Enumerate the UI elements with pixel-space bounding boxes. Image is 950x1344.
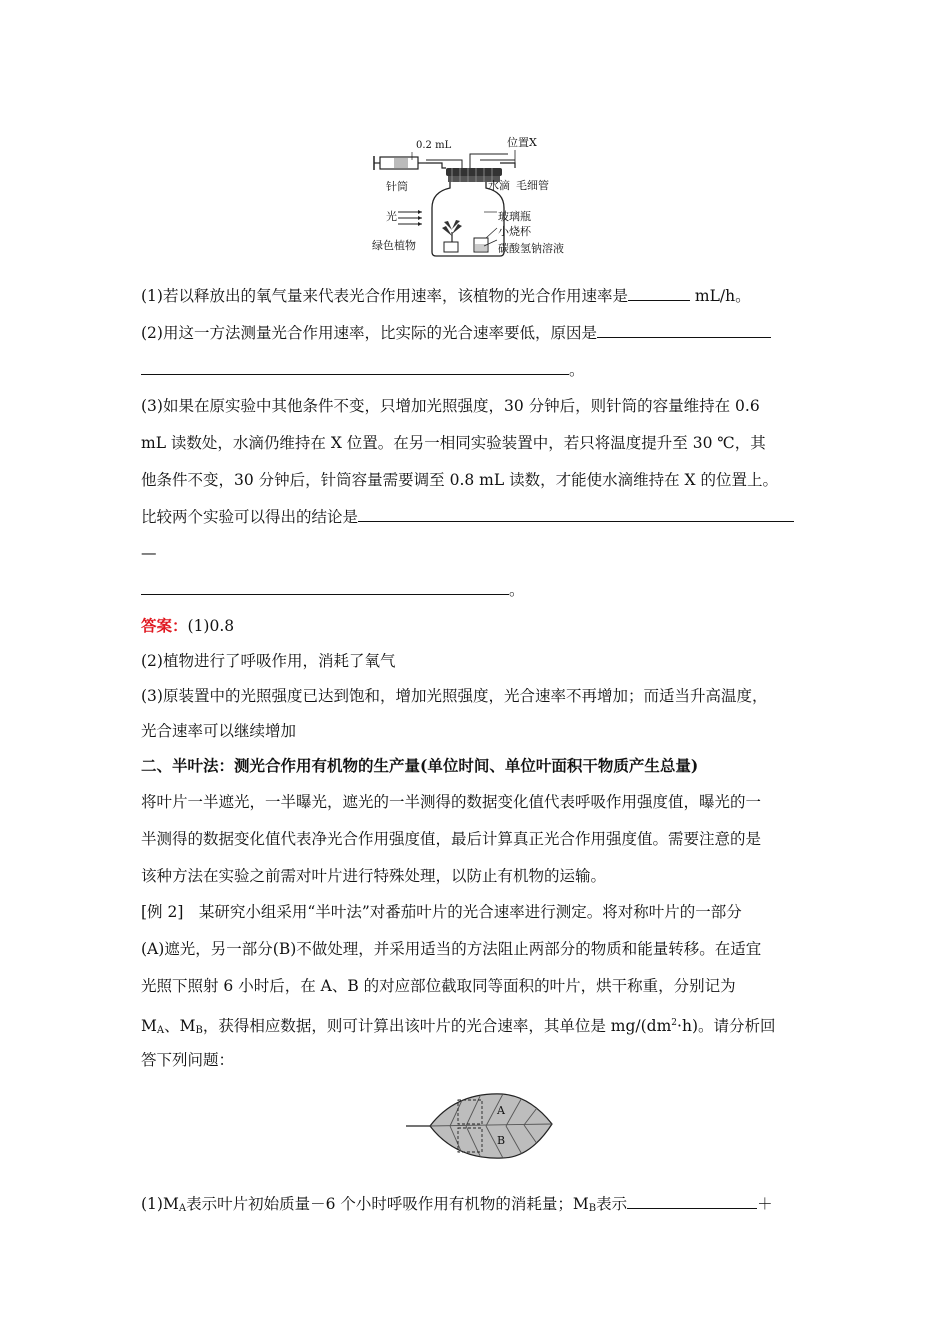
answer-2: (2)植物进行了呼吸作用，消耗了氧气 — [141, 652, 396, 670]
glass-bottle — [432, 182, 504, 256]
apparatus-diagram — [370, 132, 590, 262]
question-2-cont: 。 — [141, 360, 585, 380]
question-3-line-4: 比较两个实验可以得出的结论是 — [141, 507, 794, 527]
label-capillary: 毛细管 — [516, 179, 549, 192]
section-heading: 二、半叶法：测光合作用有机物的生产量(单位时间、单位叶面积干物质产生总量) — [141, 756, 699, 775]
question-1: (1)若以释放出的氧气量来代表光合作用速率，该植物的光合作用速率是 mL/h。 — [141, 287, 751, 305]
example-2-line-5: 答下列问题： — [141, 1051, 235, 1069]
light-arrows — [398, 210, 422, 226]
label-water-drop: 水滴 — [488, 179, 510, 192]
answer-3-line-2: 光合速率可以继续增加 — [141, 722, 297, 740]
question-3-line-1: (3)如果在原实验中其他条件不变，只增加光照强度，30 分钟后，则针筒的容量维持在 0.6 — [141, 397, 760, 415]
question-3-line-5: 。 — [141, 580, 525, 600]
syringe-icon — [374, 156, 426, 170]
example-label: [例 2] — [141, 903, 184, 921]
answer-3-line-1: (3)原装置中的光照强度已达到饱和，增加光照强度，光合速率不再增加；而适当升高温度， — [141, 687, 768, 705]
section-paragraph-line-2: 半测得的数据变化值代表净光合作用强度值，最后计算真正光合作用强度值。需要注意的是 — [141, 830, 762, 848]
label-solution: 碳酸氢钠溶液 — [498, 242, 564, 255]
leaf-diagram — [406, 1086, 566, 1166]
answer-label: 答案： — [141, 616, 188, 635]
label-light: 光 — [386, 210, 397, 223]
answer-blank[interactable] — [141, 580, 509, 595]
answer-blank[interactable] — [627, 1194, 757, 1209]
example-2-line-1: [例 2] 某研究小组采用“半叶法”对番茄叶片的光合速率进行测定。将对称叶片的一部分 — [141, 903, 742, 921]
example-2-line-4: $M_A$、$M_B$，获得相应数据，则可计算出该叶片的光合速率，其单位是 $mg/(dm^2\cdot h)$。请分析回 — [141, 1017, 776, 1036]
answer-blank[interactable] — [628, 286, 690, 301]
section-paragraph-line-3: 该种方法在实验之前需对叶片进行特殊处理，以防止有机物的运输。 — [141, 867, 607, 885]
example-2-question-1: $(1)M_A$表示叶片初始质量－6 个小时呼吸作用有机物的消耗量；$M_B$表示 ＋ — [141, 1195, 773, 1214]
example-2-line-2: (A)遮光，另一部分(B)不做处理，并采用适当的方法阻止两部分的物质和能量转移。在适宜 — [141, 940, 762, 958]
label-beaker: 小烧杯 — [498, 225, 531, 238]
example-2-line-3: 光照下照射 6 小时后，在 A、B 的对应部位截取同等面积的叶片，烘干称重，分别记为 — [141, 977, 736, 995]
answer-blank[interactable] — [597, 323, 771, 338]
answer-blank[interactable] — [358, 507, 794, 522]
question-3-line-3: 他条件不变，30 分钟后，针筒容量需要调至 0.8 mL 读数，才能使水滴维持在 X 的位置上。 — [141, 471, 778, 489]
label-position-x: 位置X — [507, 136, 537, 149]
question-3-line-2: mL 读数处，水滴仍维持在 X 位置。在另一相同实验装置中，若只将温度提升至 30 ℃，其 — [141, 434, 766, 452]
label-syringe: 针筒 — [386, 180, 408, 193]
question-3-dash: — — [141, 544, 157, 562]
label-volume: 0.2 mL — [416, 140, 452, 151]
section-paragraph-line-1: 将叶片一半遮光，一半曝光，遮光的一半测得的数据变化值代表呼吸作用强度值，曝光的一 — [141, 793, 762, 811]
label-bottle: 玻璃瓶 — [498, 210, 531, 223]
label-plant: 绿色植物 — [372, 239, 416, 252]
answer-blank[interactable] — [141, 360, 569, 375]
leaf-label-a: A — [497, 1104, 505, 1117]
leaf-label-b: B — [497, 1134, 506, 1147]
answer-1: 答案：(1)0.8 — [141, 616, 235, 635]
question-2: (2)用这一方法测量光合作用速率，比实际的光合速率要低，原因是 — [141, 323, 771, 343]
